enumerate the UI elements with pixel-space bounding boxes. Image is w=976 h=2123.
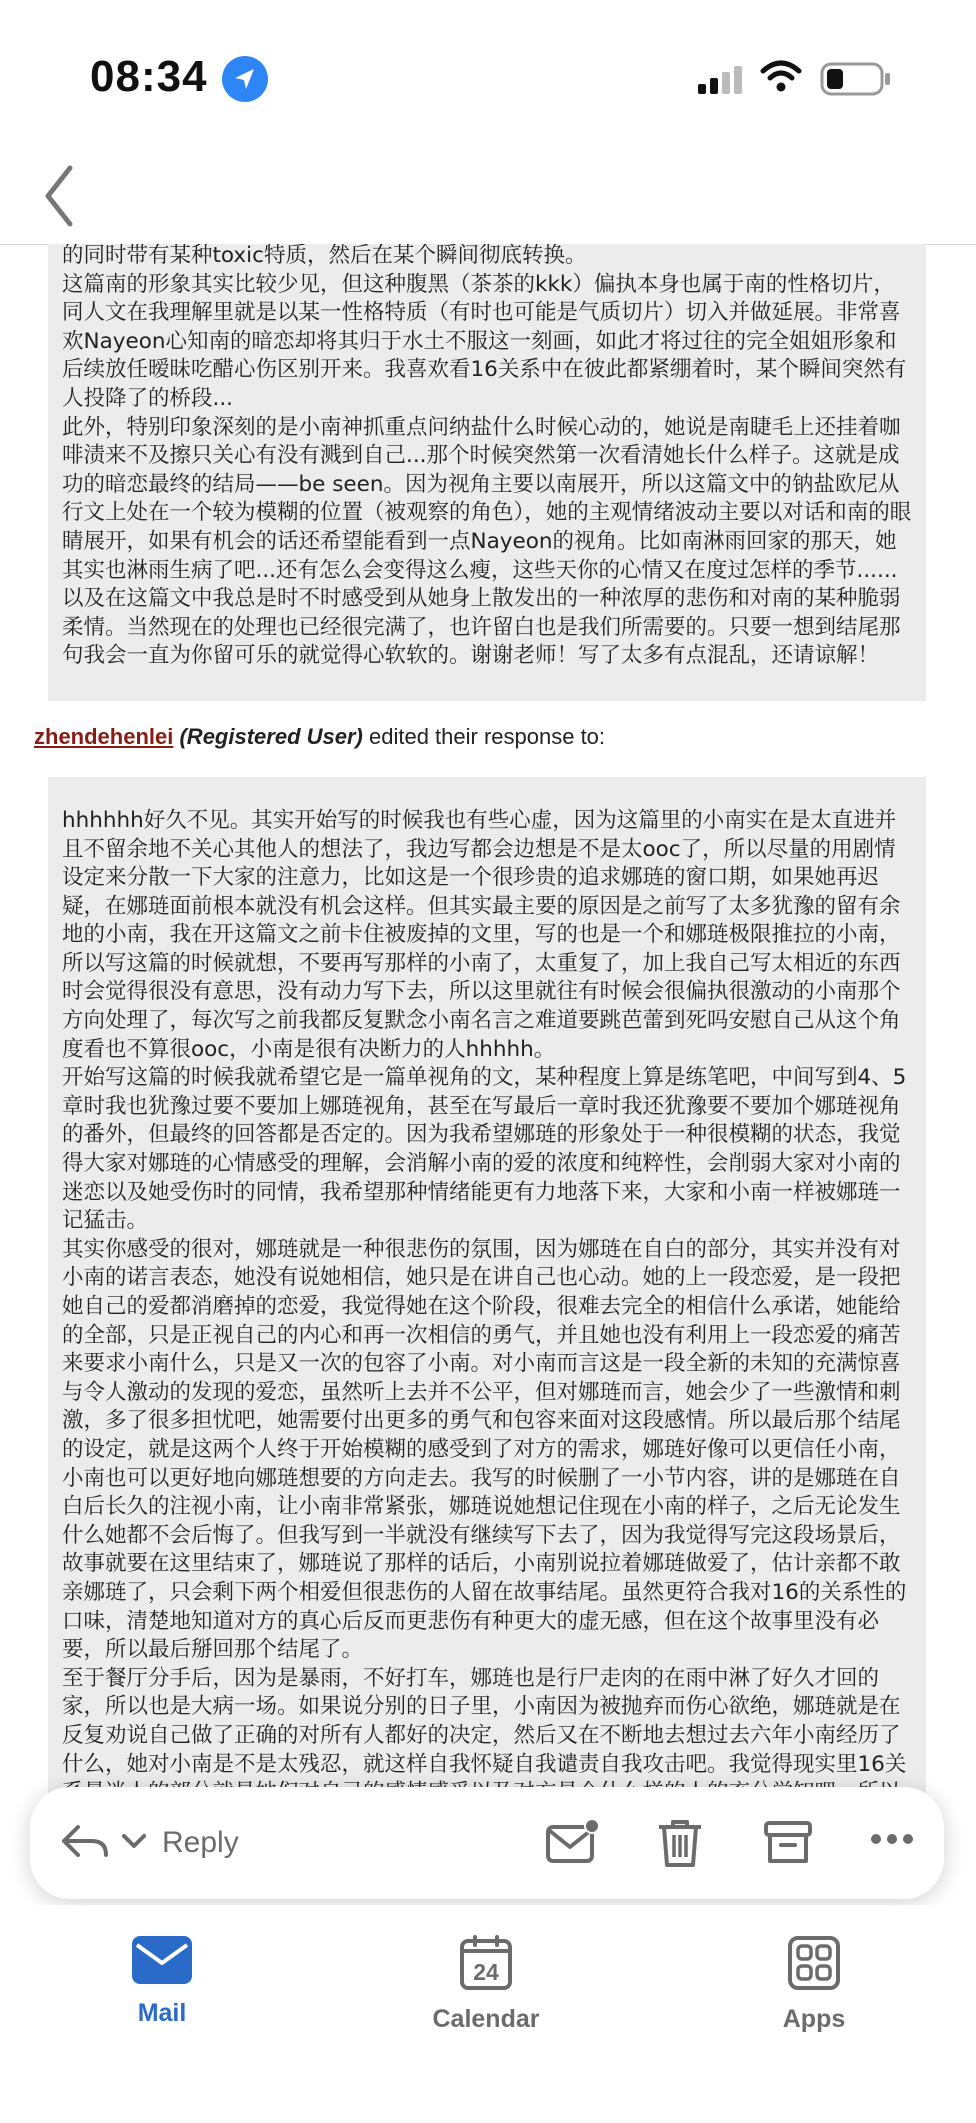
archive-icon[interactable] bbox=[763, 1817, 813, 1873]
reply-button[interactable] bbox=[60, 1813, 239, 1873]
tab-apps[interactable] bbox=[714, 1935, 914, 2034]
quoted-paragraph: 此外，特别印象深刻的是小南神抓重点问纳盐什么时候心动的，她说是南睫毛上还挂着咖啡渍来不及擦只关心有没有溅到自己...那个时候突然第一次看清她长什么样子。这就是成功的暗恋最终的结局——be seen。因为视角主要以南展开，所以这篇文中的钠盐欧尼从行文上处在一个较为模糊的位置（被观察的角色），她的主观情绪波动主要以对话和南的眼睛展开，如果有机会的话还希望能看到一点Nayeon的视角。比如南淋雨回家的那天，她其实也淋雨生病了吧...还有怎么会变得这么瘦，这些天你的心情又在度过怎样的季节......以及在这篇文中我总是时不时感受到从她身上散发出的一种浓厚的悲伤和对南的某种脆弱柔情。当然现在的处理也已经很完满了，也许留白也是我们所需要的。只要一想到结尾那句我会一直为你留可乐的就觉得心软软的。谢谢老师！写了太多有点混乱，还请谅解！ bbox=[62, 414, 912, 669]
cellular-signal-icon bbox=[698, 64, 744, 100]
edit-notice bbox=[34, 721, 976, 777]
status-time: 08:34 bbox=[90, 52, 208, 101]
edit-action-text: edited their response to: bbox=[362, 723, 606, 749]
location-arrow-icon bbox=[222, 56, 268, 102]
tab-mail[interactable] bbox=[62, 1935, 262, 2028]
quoted-paragraph: 的同时带有某种toxic特质，然后在某个瞬间彻底转换。 bbox=[62, 244, 587, 268]
back-button[interactable] bbox=[40, 160, 80, 240]
tab-calendar[interactable] bbox=[386, 1935, 586, 2034]
username-link[interactable]: zhendehenlei bbox=[34, 723, 174, 749]
tab-calendar-label: Calendar bbox=[432, 2005, 540, 2033]
mark-unread-icon[interactable] bbox=[545, 1817, 601, 1873]
nav-bar bbox=[0, 160, 976, 245]
status-bar bbox=[0, 0, 976, 160]
response-text bbox=[48, 777, 926, 1794]
quoted-comment bbox=[48, 244, 926, 701]
reply-arrow-icon bbox=[60, 1821, 110, 1865]
reply-label: Reply bbox=[162, 1826, 239, 1859]
response-paragraph: 至于餐厅分手后，因为是暴雨，不好打车，娜琏也是行尸走肉的在雨中淋了好久才回的家，所以也是大病一场。如果说分别的日子里，小南因为被抛弃而伤心欲绝，娜琏就是在反复劝说自己做了正确的对所有人都好的决定，然后又在不断地去想过去六年小南经历了什么，她对小南是不是太残忍，就这样自我怀疑自我谴责自我攻击吧。我觉得现实里16关 bbox=[62, 1665, 907, 1777]
trash-icon[interactable] bbox=[655, 1817, 705, 1873]
calendar-icon bbox=[459, 1959, 513, 1995]
tab-bar bbox=[0, 1905, 976, 2123]
battery-icon bbox=[820, 62, 892, 100]
quoted-paragraph: 这篇南的形象其实比较少见，但这种腹黑（茶茶的kkk）偏执本身也属于南的性格切片，同人文在我理解里就是以某一性格特质（有时也可能是气质切片）切入并做延展。非常喜欢Nayeon心知南的暗恋却将其归于水土不服这一刻画，如此才将过往的完全姐姐形象和后续放任暧昧吃醋心伤区别开来。我喜欢看16关系中在彼此都紧绷着时，某个瞬间突然有人投降了的桥段... bbox=[62, 271, 907, 411]
response-paragraph: hhhhhh好久不见。其实开始写的时候我也有些心虚，因为这篇里的小南实在是太直进并且不留余地不关心其他人的想法了，我边写都会边想是不是太ooc了，所以尽量的用剧情设定来分散一下大家的注意力，比如这是一个很珍贵的追求娜琏的窗口期，如果她再迟疑，在娜琏面前根本就没有机会这样。但其实最主要的原因是之前写了太多犹豫的留有余地的小南，我在开这篇文之前卡住被废掉的文里，写的也是一个和娜琏极限推拉的小南，所以写这篇的时候就想，不要再写那样的小南了，太重复了，加上我自己写太相近的东西时会觉得很没有意思，没有动力写下去，所以这里就往有时候会很偏执很激动的小南那个方向处理了，每次写之前我都反复默念小南名言之难道要跳芭蕾到死吗安慰自己从这个角度看也不算很ooc，小南是很有决断力的人hhhhh。 bbox=[62, 807, 901, 1062]
wifi-icon bbox=[760, 58, 802, 98]
response-paragraph: 其实你感受的很对，娜琏就是一种很悲伤的氛围，因为娜琏在自白的部分，其实并没有对小南的诺言表态，她没有说她相信，她只是在讲自己也心动。她的上一段恋爱，是一段把她自己的爱都消磨掉的恋爱，我觉得她在这个阶段，很难去完全的相信什么承诺，她能给的全部，只是正视自己的内心和再一次相信的勇气，并且她也没有利用上一段恋爱的痛苦来要求小南什么，只是又一次的包容了小南。对小南而言这是一段全新的未知的充满惊喜与令人激动的发现的爱恋，虽然听上去并不公平，但对娜琏而言，她会少了一些激情和刺激，多了很多担忧吧，她需要付出更多的勇气和包容来面对这段感情。所以最后那个结尾的设定，就是这两个人终于开始模糊的感受到了对方的需求，娜琏好像可以更信任小南，小南也可以更好地向娜琏想要的方向走去。我写的时候删了一小节内容，讲的是娜琏在自白后长久的注视小南，让小南非常紧张，娜琏说她想记住现在小南的样子，之后无论发生什么她都不会后悔了。但我写到一半就没有继续写下去了，因为我觉得写完这段场景后，故事就要在这里结束了，娜琏说了那样的话后，小南别说拉着娜琏做爱了，估计亲都不敢亲娜琏了，只会剩下两个相爱但很悲伤的人留在故事结尾。虽然更符合我对16的关系性的口味，清楚地知道对方的真心后反而更悲伤有种更大的虚无感，但在这个故事里没有必要，所以最后掰回那个结尾了。 bbox=[62, 1236, 907, 1663]
message-body bbox=[0, 244, 976, 1794]
mail-icon bbox=[131, 1970, 193, 1989]
reply-toolbar bbox=[30, 1787, 944, 1899]
apps-grid-icon bbox=[787, 1976, 841, 1995]
tab-mail-label: Mail bbox=[137, 1999, 187, 2027]
chevron-down-icon[interactable] bbox=[120, 1831, 148, 1855]
response-paragraph: 开始写这篇的时候我就希望它是一篇单视角的文，某种程度上算是练笔吧，中间写到4、5章时我也犹豫过要不要加上娜琏视角，甚至在写最后一章时我还犹豫要不要加个娜琏视角的番外，但最终的回答都是否定的。因为我希望娜琏的形象处于一种很模糊的状态，我觉得大家对娜琏的心情感受的理解，会消解小南的爱的浓度和纯粹性，会削弱大家对小南的迷恋以及她受伤时的同情，我希望那种情绪能更有力地落下来，大家和小南一样被娜琏一记猛击。 bbox=[62, 1065, 907, 1234]
calendar-day: 24 bbox=[473, 1959, 499, 1985]
user-role: (Registered User) bbox=[179, 723, 363, 749]
tab-apps-label: Apps bbox=[782, 2005, 846, 2033]
more-options-icon[interactable] bbox=[870, 1831, 914, 1850]
